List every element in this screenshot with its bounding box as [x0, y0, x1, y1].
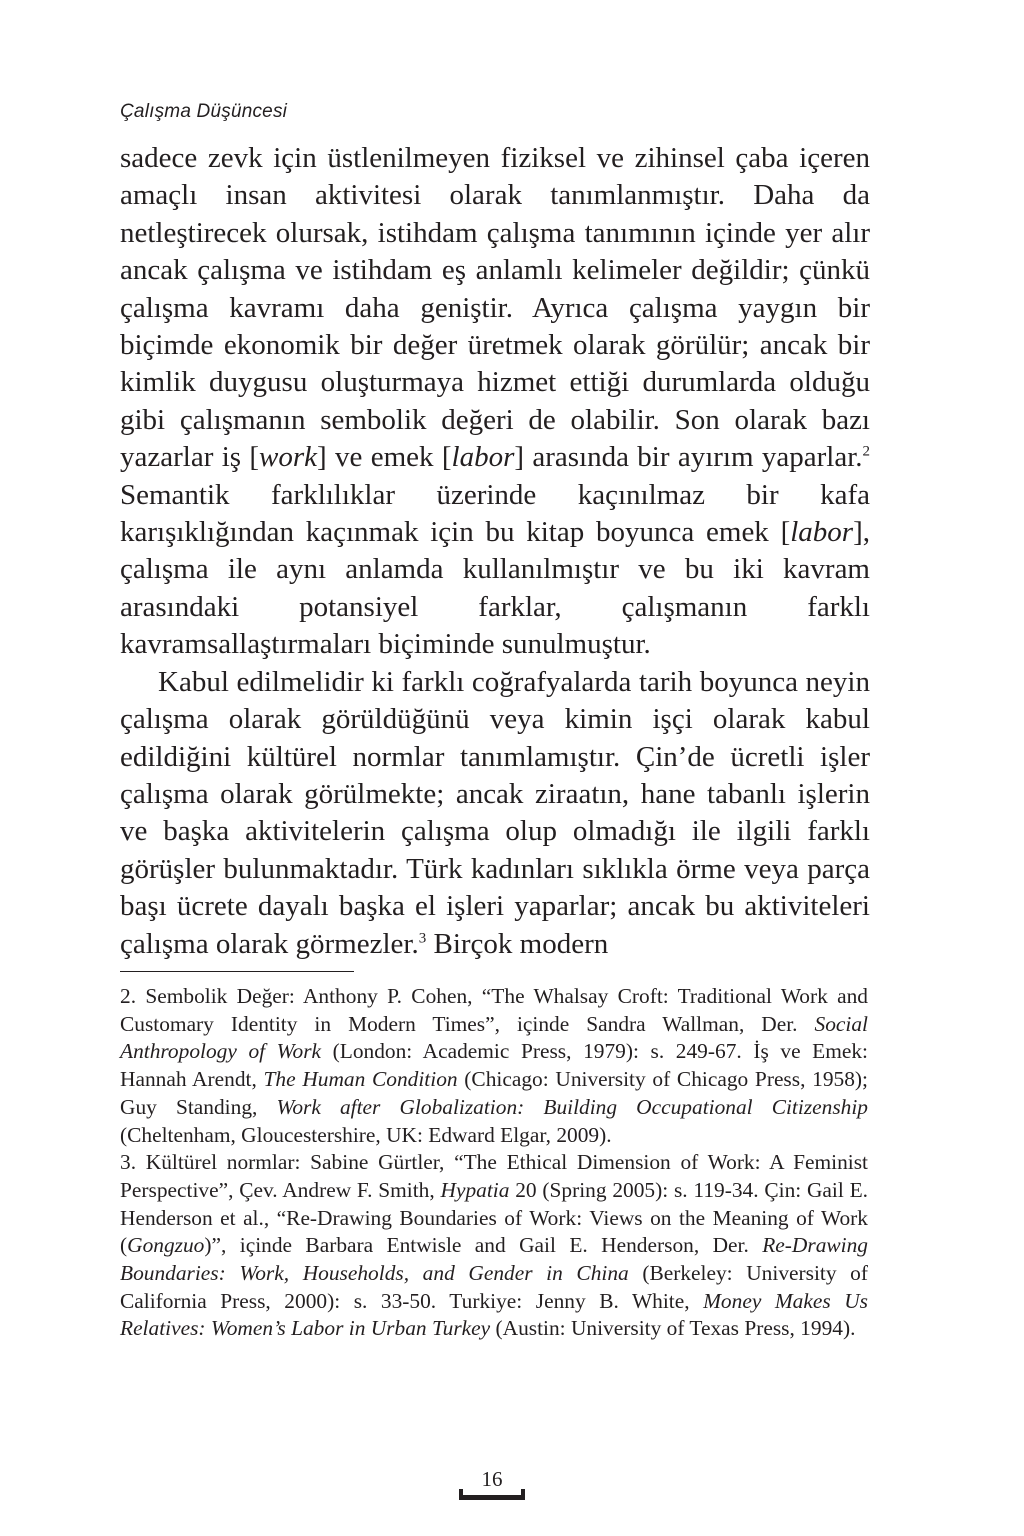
page-number-block — [459, 1466, 525, 1500]
paragraph-2: Kabul edilmelidir ki farklı coğrafyalarda tarih boyunca neyin çalışma olarak görüldüğünü veya kimin işçi olarak kabul edildiğini kültürel normlar tanımlamıştır. Çin’de ücretli işler çalışma olarak görülmekte; ancak ziraatın, hane tabanlı işlerin ve başka aktivitelerin çalışma olup olmadığı ile ilgili farklı görüşler bulunmaktadır. Türk kadınları sıklıkla örme veya parça başı ücrete dayalı başka el işleri yaparlar; ancak bu aktiviteleri çalışma olarak görmezler.$^3$ Birçok modern — [120, 665, 870, 960]
running-head: Çalışma Düşüncesi — [120, 101, 288, 122]
page-number-ornament — [459, 1495, 525, 1500]
paragraph-1: sadece zevk için üstlenilmeyen fiziksel ve zihinsel çaba içeren amaçlı insan aktivitesi olarak tanımlanmıştır. Daha da netleştirecek olursak, istihdam çalışma tanımının içinde yer alır ancak çalışma ve istihdam eş anlamlı kelimeler değildir; çünkü çalışma kavramı daha geniştir. Ayrıca çalışma yaygın bir biçimde ekonomik bir değer üretmek olarak görülür; ancak bir kimlik duygusu oluşturmaya hizmet ettiği durumlarda olduğu gibi çalışmanın sembolik değeri de olabilir. Son olarak bazı yazarlar iş [work] ve emek [labor] arasında bir ayırım yaparlar.$^2$ Semantik farklılıklar üzerinde kaçınılmaz bir kafa karışıklığından kaçınmak için bu kitap boyunca emek [labor], çalışma ile aynı anlamda kullanılmıştır ve bu iki kavram arasındaki potansiyel farklar, çalışmanın farklı kavramsallaştırmaları biçiminde sunulmuştur. — [120, 142, 871, 661]
footnotes — [120, 983, 868, 1343]
footnote-3: 3. Kültürel normlar: Sabine Gürtler, “The Ethical Dimension of Work: A Feminist Perspective”, Çev. Andrew F. Smith, Hypatia 20 (Spring 2005): s. 119-34. Çin: Gail E. Henderson et al., “Re-Drawing Boundaries of Work: Views on the Meaning of Work (Gongzuo)”, içinde Barbara Entwisle and Gail E. Henderson, Der. Re-Drawing Boundaries: Work, Households, and Gender in China (Berkeley: University of California Press, 2000): s. 33-50. Turkiye: Jenny B. White, Money Makes Us Relatives: Women’s Labor in Urban Turkey (Austin: University of Texas Press, 1994). — [120, 1150, 869, 1341]
footnote-2: 2. Sembolik Değer: Anthony P. Cohen, “The Whalsay Croft: Traditional Work and Customary Identity in Modern Times”, içinde Sandra Wallman, Der. Social Anthropology of Work (London: Academic Press, 1979): s. 249-67. İş ve Emek: Hannah Arendt, The Human Condition (Chicago: University of Chicago Press, 1958); Guy Standing, Work after Globalization: Building Occupational Citizenship (Cheltenham, Gloucestershire, UK: Edward Elgar, 2009). — [120, 984, 868, 1147]
footnote-ref-2: 2 — [862, 443, 871, 460]
main-text — [120, 140, 870, 963]
page-number: 16 — [481, 1467, 503, 1491]
footnote-separator — [120, 971, 354, 972]
footnote-ref-3: 3 — [418, 929, 427, 946]
